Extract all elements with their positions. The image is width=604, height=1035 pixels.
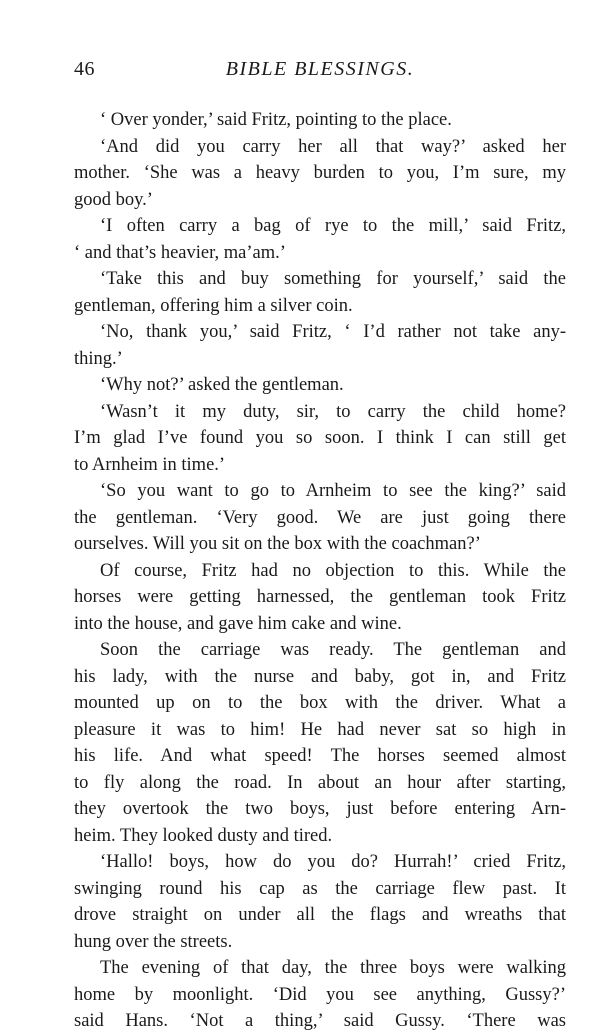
text-line: ourselves. Will you sit on the box with the coachman?’ [74, 534, 481, 554]
text-line: mother. ‘She was a heavy burden to you, I’m sure, my [74, 163, 566, 183]
text-line: ‘Wasn’t it my duty, sir, to carry the child home? [100, 401, 566, 422]
running-title: BIBLE BLESSINGS. [225, 58, 415, 80]
text-line: Of course, Fritz had no objection to this. While the [100, 560, 566, 581]
text-line: ‘I often carry a bag of rye to the mill,’ said Fritz, [100, 216, 566, 236]
text-line: The evening of that day, the three boys were walking [100, 958, 566, 978]
text-line: into the house, and gave him cake and wine. [74, 613, 402, 634]
text-line: they overtook the two boys, just before entering Arn- [74, 799, 566, 819]
text-line: ‘ Over yonder,’ said Fritz, pointing to the place. [100, 110, 452, 130]
text-line: to fly along the road. In about an hour after starting, [74, 772, 566, 793]
text-line: mounted up on to the box with the driver. What a [74, 693, 566, 713]
text-line: horses were getting harnessed, the gentleman took Fritz [74, 587, 566, 607]
body-text [74, 107, 566, 1035]
page-number: 46 [74, 58, 95, 80]
text-line: drove straight on under all the flags and wreaths that [74, 905, 566, 925]
text-line: swinging round his cap as the carriage flew past. It [74, 878, 566, 899]
text-line: ‘Why not?’ asked the gentleman. [100, 375, 344, 395]
text-line: ‘Take this and buy something for yourself,’ said the [100, 269, 566, 289]
text-line: ‘Hallo! boys, how do you do? Hurrah!’ cried Fritz, [100, 852, 566, 872]
text-line: said Hans. ‘Not a thing,’ said Gussy. ‘There was [74, 1011, 566, 1031]
text-line: ‘ and that’s heavier, ma’am.’ [74, 242, 286, 263]
text-line: I’m glad I’ve found you so soon. I think I can still get [74, 428, 566, 448]
text-line: thing.’ [74, 348, 123, 369]
text-line: home by moonlight. ‘Did you see anything, Gussy?’ [74, 984, 566, 1005]
text-line: ‘So you want to go to Arnheim to see the king?’ said [100, 481, 566, 501]
text-line: gentleman, offering him a silver coin. [74, 295, 353, 316]
text-line: ‘And did you carry her all that way?’ asked her [100, 136, 566, 157]
text-line: heim. They looked dusty and tired. [74, 825, 333, 846]
text-line: the gentleman. ‘Very good. We are just going there [74, 507, 566, 528]
text-line: to Arnheim in time.’ [74, 454, 226, 475]
text-line: good boy.’ [74, 189, 153, 210]
text-line: Soon the carriage was ready. The gentleman and [100, 640, 566, 660]
text-line: hung over the streets. [74, 931, 233, 952]
text-line: his lady, with the nurse and baby, got in, and Fritz [74, 666, 566, 687]
page-header [74, 58, 566, 86]
text-line: ‘No, thank you,’ said Fritz, ‘ I’d rather not take any- [100, 322, 566, 342]
text-line: pleasure it was to him! He had never sat so high in [74, 719, 566, 740]
text-line: his life. And what speed! The horses seemed almost [74, 746, 566, 766]
